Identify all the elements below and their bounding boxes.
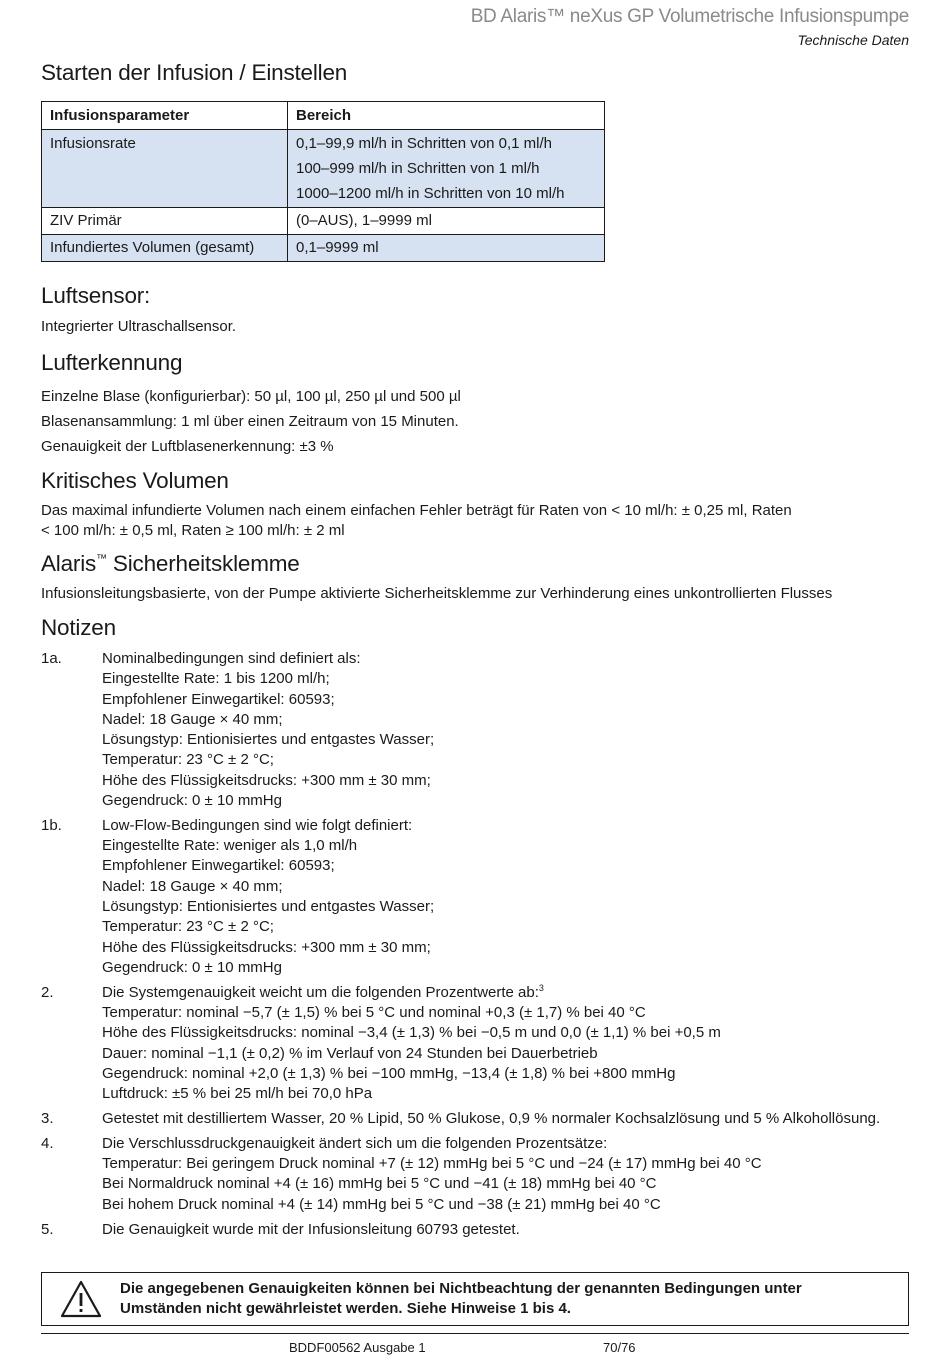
page-header (471, 6, 909, 48)
list-item (41, 983, 911, 1105)
note-line: Bei hohem Druck nominal +4 (± 14) mmHg bei 5 °C und −38 (± 21) mmHg bei 40 °C (102, 1195, 661, 1213)
footer-doc-id: BDDF00562 Ausgabe 1 (289, 1340, 426, 1355)
note-line: Die Verschlussdruckgenauigkeit ändert sich um die folgenden Prozentsätze: (102, 1134, 608, 1152)
footer-page-number: 70/76 (603, 1340, 636, 1355)
note-line: Die Genauigkeit wurde mit der Infusionsleitung 60793 getestet. (102, 1220, 520, 1238)
range-line: 100–999 ml/h in Schritten von 1 ml/h (296, 160, 540, 177)
heading-text: Sicherheitsklemme (106, 551, 300, 576)
warning-triangle-icon (42, 1280, 120, 1318)
table-cell-param: Infusionsrate (42, 130, 288, 208)
warning-box (41, 1272, 909, 1326)
table-cell-value: (0–AUS), 1–9999 ml (288, 208, 605, 235)
heading-notizen: Notizen (41, 615, 116, 640)
table-row (42, 130, 605, 208)
warning-line: Die angegebenen Genauigkeiten können bei Nichtbeachtung der genannten Bedingungen unter (120, 1280, 802, 1297)
note-line: Temperatur: nominal −5,7 (± 1,5) % bei 5 °C und nominal +0,3 (± 1,7) % bei 40 °C (102, 1004, 646, 1022)
note-number: 4. (41, 1134, 54, 1152)
parameter-table (41, 101, 605, 262)
note-line: Nadel: 18 Gauge × 40 mm; (102, 877, 283, 895)
text-line: Blasenansammlung: 1 ml über einen Zeitraum von 15 Minuten. (41, 413, 459, 430)
note-line: Gegendruck: nominal +2,0 (± 1,3) % bei −100 mmHg, −13,4 (± 1,8) % bei +800 mmHg (102, 1064, 676, 1082)
range-line: 0,1–99,9 ml/h in Schritten von 0,1 ml/h (296, 135, 552, 152)
note-line: Höhe des Flüssigkeitsdrucks: +300 mm ± 30 mm; (102, 938, 431, 956)
list-item (41, 649, 911, 811)
text-line: Einzelne Blase (konfigurierbar): 50 µl, 100 µl, 250 µl und 500 µl (41, 388, 461, 405)
heading-sicherheitsklemme (41, 551, 911, 577)
list-item (41, 1220, 911, 1240)
note-line: Gegendruck: 0 ± 10 mmHg (102, 958, 282, 976)
table-header-cell: Infusionsparameter (42, 102, 288, 130)
note-number: 1a. (41, 650, 62, 667)
warning-text (120, 1279, 802, 1319)
heading-lufterkennung: Lufterkennung (41, 350, 183, 375)
kritisches-volumen-text (41, 501, 911, 541)
section-title: Technische Daten (797, 32, 909, 48)
note-number: 2. (41, 983, 54, 1001)
note-number: 3. (41, 1110, 54, 1128)
lufterkennung-text (41, 384, 911, 459)
list-item (41, 1109, 911, 1129)
list-item (41, 816, 911, 978)
trademark-symbol: ™ (96, 553, 107, 565)
note-line-text: Die Systemgenauigkeit weicht um die folgenden Prozentwerte ab: (102, 983, 539, 1001)
table-cell-value (288, 130, 605, 208)
note-line: Nominalbedingungen sind definiert als: (102, 650, 361, 667)
sicherheitsklemme-text: Infusionsleitungsbasierte, von der Pumpe aktivierte Sicherheitsklemme zur Verhinderung eines unkontrollierten Flusses (41, 585, 833, 602)
warning-line: Umständen nicht gewährleistet werden. Siehe Hinweise 1 bis 4. (120, 1300, 571, 1317)
document-title: BD Alaris™ neXus GP Volumetrische Infusionspumpe (470, 6, 909, 27)
note-line: Empfohlener Einwegartikel: 60593; (102, 690, 335, 708)
footer-divider (41, 1333, 909, 1334)
notes-list (41, 649, 911, 1240)
table-row (42, 235, 605, 262)
note-line: Lösungstyp: Entionisiertes und entgastes Wasser; (102, 898, 435, 916)
note-line: Dauer: nominal −1,1 (± 0,2) % im Verlauf von 24 Stunden bei Dauerbetrieb (102, 1044, 598, 1062)
heading-text: Alaris (41, 551, 97, 576)
table-cell-param: ZIV Primär (42, 208, 288, 235)
luftsensor-text: Integrierter Ultraschallsensor. (41, 318, 237, 335)
page-content (41, 60, 911, 1244)
list-item (41, 1134, 911, 1215)
note-line: Luftdruck: ±5 % bei 25 ml/h bei 70,0 hPa (102, 1085, 373, 1103)
note-line: Getestet mit destilliertem Wasser, 20 % Lipid, 50 % Glukose, 0,9 % normaler Kochsalzlösung und 5 % Alkohollösung. (102, 1110, 881, 1128)
range-line: 1000–1200 ml/h in Schritten von 10 ml/h (296, 185, 565, 202)
note-line: Temperatur: 23 °C ± 2 °C; (102, 751, 274, 769)
table-header-row (42, 102, 605, 130)
note-line: Low-Flow-Bedingungen sind wie folgt definiert: (102, 816, 413, 834)
text-line: < 100 ml/h: ± 0,5 ml, Raten ≥ 100 ml/h: ± 2 ml (41, 522, 345, 539)
note-line: Eingestellte Rate: 1 bis 1200 ml/h; (102, 670, 330, 688)
note-line: Temperatur: 23 °C ± 2 °C; (102, 918, 274, 936)
note-line: Empfohlener Einwegartikel: 60593; (102, 857, 335, 875)
note-line: Eingestellte Rate: weniger als 1,0 ml/h (102, 837, 358, 855)
note-line: Höhe des Flüssigkeitsdrucks: nominal −3,4 (± 1,3) % bei −0,5 m und 0,0 (± 1,1) % bei +0,5 m (102, 1024, 721, 1042)
note-line: Gegendruck: 0 ± 10 mmHg (102, 792, 282, 810)
note-line: Nadel: 18 Gauge × 40 mm; (102, 710, 283, 728)
note-line: Höhe des Flüssigkeitsdrucks: +300 mm ± 30 mm; (102, 771, 431, 789)
table-header-cell: Bereich (288, 102, 605, 130)
heading-start-infusion: Starten der Infusion / Einstellen (41, 60, 348, 85)
table-cell-param: Infundiertes Volumen (gesamt) (42, 235, 288, 262)
note-number: 1b. (41, 816, 62, 834)
heading-luftsensor: Luftsensor: (41, 283, 151, 308)
text-line: Genauigkeit der Luftblasenerkennung: ±3 % (41, 438, 334, 455)
note-line: Bei Normaldruck nominal +4 (± 16) mmHg bei 5 °C und −41 (± 18) mmHg bei 40 °C (102, 1175, 657, 1193)
note-line (102, 983, 911, 1003)
text-line: Das maximal infundierte Volumen nach einem einfachen Fehler beträgt für Raten von < 10 ml/h: ± 0,25 ml, Raten (41, 502, 792, 519)
table-cell-value: 0,1–9999 ml (288, 235, 605, 262)
table-row (42, 208, 605, 235)
note-number: 5. (41, 1220, 54, 1238)
note-line: Temperatur: Bei geringem Druck nominal +7 (± 12) mmHg bei 5 °C und −24 (± 17) mmHg bei 40 °C (102, 1155, 762, 1173)
footnote-ref: 3 (538, 982, 544, 993)
note-line: Lösungstyp: Entionisiertes und entgastes Wasser; (102, 731, 435, 749)
heading-kritisches-volumen: Kritisches Volumen (41, 468, 229, 493)
